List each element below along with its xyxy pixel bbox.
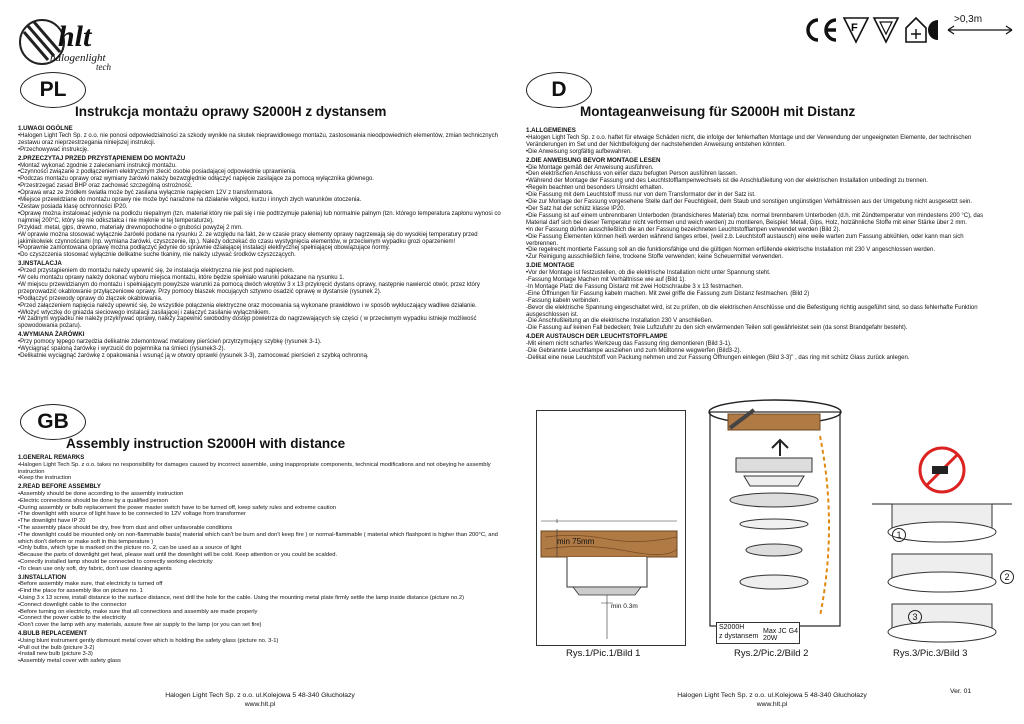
section-line: •Electric connections should be done by a qualified person (18, 497, 168, 504)
section-line: •Den elektrischen Anschluss von einer dazu befugten Person ausführen lassen. (526, 171, 738, 178)
section-line: •The downlight have IP 20 (18, 518, 86, 525)
footer-right-line2: www.hlt.pl (756, 700, 788, 708)
section-line: Przykład: metal, gips, drewno, materiały drewnopochodne o grubości powyżej 2 mm. (18, 224, 243, 231)
section-line: •Przestrzegać zasad BHP oraz zachować szczególną ostrożność. (18, 183, 193, 190)
section-line: -Bevor die elektrische Spannung eingeschaltet wird, ist zu prüfen, ob die elektrischen Anschlüsse und die Befestigung richtig ausgeführt sind, so dass fehlerhafte Funktion ausgeschlossen ist. (526, 304, 978, 318)
section-line: •Delikatnie wyciągnąć żarówkę z opakowania i wsunąć ją w otwory oprawki (rysunek 3-3), zamocować pierścień z szybką ochronną. (18, 353, 369, 359)
section-line: •W celu montażu oprawy należy dokonać wyboru miejsca montażu, które będzie spełniało warunki pokazane na rysunku 1. (18, 275, 345, 282)
section-line: •Die zur Montage der Fassung vorgesehene Stelle darf der Feuchtigkeit, dem Staub und sonstigen ungünstigen Verhältnissen aus der Umgebung nicht ausgesetzt sein. (526, 199, 973, 206)
section-heading: 1.GENERAL REMARKS (18, 455, 85, 461)
ce-mark-icon (808, 20, 836, 40)
section-line: •In der Fassung dürfen ausschließlich die an der Fassung bezeichneten Leuchtstofflampen verwendet werden (Bild 2). (526, 226, 841, 233)
section-line: •Oprawa wraz ze źródłem światła może być zasilana wyłącznie napięciem 12V z transformatora. (18, 190, 274, 197)
section-line: •Podczas montażu oprawy oraz wymiany żarówki należy bezwzględnie odłączyć napięcie zasilające za pomocą wyłącznika głównego. (18, 176, 374, 183)
section-line: -Die Anschlußleitung an die elektrische Installation 230 V anschließen. (526, 318, 713, 325)
fig1-min-top: min 75mm (557, 537, 595, 546)
fig2-label-box (716, 622, 800, 644)
section-line: •To clean use only soft, dry fabric, don't use cleaning agents (18, 565, 172, 572)
section-line: •Przechowywać instrukcję. (18, 146, 89, 153)
section-line: •Install new bulb (picture 3-3) (18, 651, 93, 658)
fig3-step2: 2 (1000, 570, 1014, 584)
section-line: •Włożyć wtyczkę do gniazda sieciowego instalacji zasilającej i załączyć zasilanie wyłącznikiem. (18, 309, 271, 316)
section-line: •Przy pomocy tępego narzędzia delikatnie zdemontować metalowy pierścień przytrzymujący szybkę (rysunek 3-1). (18, 339, 322, 346)
section-line: •Halogen Light Tech Sp. z o.o. haftet für etwaige Schäden nicht, die infolge der fehlerhaften Montage und der Verwendung der ungeeigneten Elemente, der technischen Veränderungen im Set und der Nichtbefolgung der nachstehenden Anweisung entstehen könnten. (526, 134, 972, 148)
hlt-logo (14, 12, 134, 72)
fig2-lamp: Max JC G4 20W (763, 628, 799, 642)
pl-text (18, 124, 502, 360)
section-line: •Regeln beachten und besonders Umsicht erhalten. (526, 185, 664, 192)
section-line: •Wyciągnąć spaloną żarówkę i wyrzucić do pojemnika na śmieci (rysunek3-2). (18, 346, 226, 353)
section-line: •Die Fassung mit dem Leuchtstoff muss nur von dem Transformator der in der Satz ist. (526, 192, 756, 199)
fig3-caption: Rys.3/Pic.3/Bild 3 (893, 648, 968, 659)
section-line: •Correctly installed lamp should be connected to correctly working electricity (18, 558, 213, 565)
fig1-caption: Rys.1/Pic.1/Bild 1 (566, 648, 641, 659)
section-line: •Keep the instruction (18, 475, 72, 482)
fig1-min-side: min 0.3m (611, 603, 638, 610)
section-line: •Die regelrecht montierte Fassung soll an die funktionsfähige und die gültigen Normen erfüllende elektrische Installation mit 230 V angeschlossen werden. (526, 247, 936, 254)
footer-left-line2: www.hlt.pl (244, 700, 276, 708)
section-line: •Before assembly make sure, that electricity is turned off (18, 581, 163, 588)
section-line: •Pull out the bulb (picture 3-2) (18, 644, 95, 651)
lang-badge-pl: PL (20, 72, 86, 108)
section-line: •Halogen Light Tech Sp. z o.o. takes no responsibility for damages caused by incorrect assemble, using inappropriate components, technical modifications and not obeying he assembly instruction (18, 461, 491, 475)
section-heading: 3.INSTALLATION (18, 574, 67, 581)
section-line: •Czynności związane z podłączeniem elektrycznym zlecić osobie posiadającej odpowiednie uprawnienia. (18, 169, 297, 176)
section-line: •Während der Montage der Fassung und des Leuchtstofflampenwechsels ist die Anschlußleitung von der elektrischen Installation unbedingt zu trennen. (526, 178, 928, 185)
section-line: •Halogen Light Tech Sp. z o.o. nie ponosi odpowiedzialności za szkody wynikłe na skutek nieprawidłowego montażu, zastosowania nieodpowiednich elementów, zmian technicznych zestawu oraz nieprzestrzegania niniejszej instrukcji. (18, 132, 498, 146)
section-heading: 2.READ BEFORE ASSEMBLY (18, 484, 101, 491)
section-line: •The assembly place should be dry, free from dust and other unfavorable conditions (18, 524, 233, 531)
figure-2-drawing-icon (700, 396, 850, 646)
section-line: •Oprawę można instalować jedynie na podłożu niepalnym (tzn. materiał który nie pali się i nie podtrzymuje palenia) lub normalnie palnym (tzn. którego temperatura zapłonu wynosi co najmniej 200°C, który się nie odkształca i nie mięknie w tej temperaturze). (18, 210, 501, 224)
lang-badge-de: D (526, 72, 592, 108)
section-line: -Die Fassung auf keinen Fall bedecken; freie Luftzufuhr zu den sich erwärmenden Teilen soll gewährleistet sein (da sonst Brandgefahr besteht). (526, 325, 908, 332)
section-line: •W żadnym wypadku nie należy przykrywać oprawy, należy zapewnić swobodny dostęp powietrza do nagrzewających się części ( w przeciwnym wypadku istnieje możliwość spowodowania pożaru). (18, 316, 477, 330)
section-line: •Der Satz hat der schütz klasse IP20. (526, 205, 626, 212)
section-line: •Connect the power cable to the electricity (18, 615, 127, 622)
section-heading: 2.DIE ANWEISUNG BEVOR MONTAGE LESEN (526, 156, 661, 164)
section-line: •The downlight with source of light have to be connected to 12V voltage from transformer (18, 511, 246, 518)
section-line: •Zestaw posiada klasę ochronności IP20. (18, 203, 128, 210)
lang-badge-gb: GB (20, 404, 86, 440)
footer-left (130, 692, 390, 709)
section-heading: 4.WYMIANA ŻARÓWKI (18, 331, 85, 339)
section-line: •Podłączyć przewody oprawy do złączek okablowania. (18, 295, 163, 302)
fig2-label1: S2000H (719, 624, 745, 631)
figure-3-drawing-icon (862, 444, 1012, 644)
section-line: •Using blunt instrument gently dismount metal cover which is holding the safety glass (picture no. 3-1) (18, 637, 279, 644)
section-line: •W oprawie można stosować wyłącznie żarówki podane na rysunku 2. ze względu na fakt, że w czasie pracy elementy oprawy nagrzewają się do wysokiej temperatury przed jakimikolwiek czynnościami (np. wymiana żarówki, czyszczenie, itp.). Należy odczekać do czasu wystygnięcia elementów, w przeciwnym wypadku grozi oparzeniem! (18, 231, 478, 245)
gb-title: Assembly instruction S2000H with distance (66, 436, 346, 451)
logo-brand: hlt (58, 20, 92, 53)
certification-icons (804, 14, 1018, 46)
no-touch-hot-icon (920, 448, 964, 492)
section-line: •Using 3 x 13 screw, install distance to the surface distance, next drill the hole for the cable. Using the mounting metal plate firmly settle the lamp inside distance (picture no.2) (18, 594, 465, 601)
section-heading: 3.INSTALACJA (18, 260, 62, 268)
section-heading: 2.PRZECZYTAJ PRZED PRZYSTĄPIENIEM DO MONTAŻU (18, 154, 186, 162)
section-line: •During assembly or bulb replacement the power master switch have to be turned off, keep safety rules and extreme caution (18, 504, 337, 511)
figure-1 (536, 410, 686, 646)
section-line: •Find the place for assembly like on picture no. 1 (18, 588, 143, 595)
figure-3 (862, 444, 1012, 644)
section-line: •Assembly metal cover with safety glass (18, 658, 121, 665)
section-line: •Do czyszczenia stosować wyłącznie delikatne suche tkaniny, nie należy używać środków czyszczących. (18, 252, 296, 259)
section-line: •Only bulbs, which type is marked on the picture no. 2, can be used as a source of light (18, 545, 242, 552)
section-line: •Miejsce przewidziane do montażu oprawy nie może być narażone na działanie wilgoci, kurzu i innych złych warunków otoczenia. (18, 197, 362, 204)
section-line: -Delikat eine neue Leuchtstoff von Packung nehmen und zur Fassung Öffnungen einlegen (Bild 3-3)" , das ring mit schütz Glass zurück anlegen. (526, 355, 910, 361)
section-line: •Before turning on electricity, make sure that all connections and assembly are made properly (18, 608, 258, 615)
f-mark-icon (844, 18, 868, 42)
section-heading: 4.BULB REPLACEMENT (18, 630, 88, 637)
section-line: •Przed załączeniem napięcia należy upewnić się, że wszystkie połączenia elektryczne oraz mocowania są wykonane prawidłowo i w sposób wykluczający wadliwe działanie. (18, 302, 477, 309)
section-line: -Fassung Montage Machen mit Verhältnisse wie auf (Bild 1). (526, 277, 687, 284)
section-heading: 4.DER AUSTAUSCH DER LEUCHTSTOFFLAMPE (526, 333, 668, 341)
section-line: •The downlight could be mounted only on non-flammable basis( material which can't be burn and don't keep fire ) or normal-flammable ( material which flashpoint is higher than 200°C, and which don't deform or make soft in this temperature ) (18, 531, 498, 545)
footer-left-line1: Halogen Light Tech Sp. z o.o. ul.Kolejowa 5 48-340 Głuchołazy (165, 692, 355, 699)
de-title: Montageanweisung für S2000H mit Distanz (580, 104, 856, 119)
section-line: •Assembly should be done according to the assembly instruction (18, 490, 184, 497)
section-line: -Eine Öffnungen für Fassung kabeln machen. Mit zwei griffe die Fassung zum Distanz festmachen. (Bild 2) (526, 290, 810, 297)
fig3-step1: 1 (892, 528, 906, 542)
section-line: •Don't cover the lamp with any materials, assure free air supply to the lamp (or you can set fire) (18, 622, 262, 629)
section-line: •Die Fassung Elementen können heiß werden während langes erbei, (weil z.b. Leuchtstoff austausch) eine weile warten zum Fassung abkühlen, oder kann man sich verbrennen. (526, 233, 964, 247)
footer-right (642, 692, 902, 709)
gb-text (18, 453, 502, 665)
logo-sub: halogenlight (50, 52, 106, 64)
fig2-caption: Rys.2/Pic.2/Bild 2 (734, 648, 809, 659)
section-line: •Because the parts of downlight get heat, please wait until the downlight will be cold. Keep attention or you could be scalded. (18, 552, 338, 559)
fig3-step3: 3 (908, 610, 922, 624)
fig2-label2: z dystansem (719, 633, 759, 640)
class-ii-icon (874, 18, 898, 42)
section-line: -Mit einem nicht scharfes Werkzeug das Fassung ring demontieren (Bild 3-1). (526, 341, 732, 348)
section-line: •Die Montage gemäß der Anweisung ausführen. (526, 164, 654, 171)
section-line: -Die Gebrannte Leuchtlampe ausziehen und zum Mülltonne wegwerfen (Bild3-2). (526, 348, 742, 355)
logo-sub2: tech (96, 62, 111, 72)
section-line: •Przed przystąpieniem do montażu należy upewnić się, że instalacja elektryczna nie jest pod napięciem. (18, 268, 295, 275)
de-text (526, 126, 984, 362)
section-line: •Poprawnie zamontowana oprawę można podłączyć jedynie do sprawnie działającej instalacji elektrycznej spełniającej obowiązujące normy. (18, 245, 390, 252)
section-heading: 1.UWAGI OGÓLNE (18, 125, 73, 132)
distance-label: >0,3m (954, 14, 983, 25)
section-line: -In Montage Platz die Fassung Distanz mit zwei Holzschraube 3 x 13 festmachen. (526, 283, 744, 290)
footer-right-line1: Halogen Light Tech Sp. z o.o. ul.Kolejowa 5 48-340 Głuchołazy (677, 692, 867, 699)
section-line: -Fassung kabeln verbinden. (526, 297, 601, 304)
section-line: •Die Anweisung sorgfältig aufbewahren. (526, 148, 632, 155)
section-line: •Montaż wykonać zgodnie z zaleceniami instrukcji montażu. (18, 162, 177, 169)
section-line: •W miejscu przewidzianym do montażu i spełniającym powyższe warunki za pomocą dwóch wkrętów 3 x 13 przykręcić dystans oprawy, następnie nawiercić otwór, przez który przeprowadzić okablowanie przyłączeniowe oprawy. Przy pomocy blaszek mocujących sztywno osadzić oprawę w dystansie (rysunek 2). (18, 281, 480, 295)
section-line: •Die Fassung ist auf einem unbrennbaren Unterboden (brandsicheres Material) bzw. normal brennbarem Unterboden (d.h. mit Zündtemperatur von mindestens 200 °C), das Material darf sich bei dieser Temperatur nicht verformen und weich werden) zu montieren, Beispiel: Metall, Gips, Holz, holzähnliche Stoffe mit einer Stärke über 2 mm. (526, 212, 984, 226)
section-line: •Vor der Montage ist festzustellen, ob die elektrische Installation nicht unter Spannung steht. (526, 270, 771, 277)
pl-title: Instrukcja montażu oprawy S2000H z dystansem (75, 104, 387, 119)
section-line: •Connect downlight cable to the connector (18, 601, 127, 608)
indoor-icon (906, 18, 926, 42)
version-label: Ver. 01 (950, 688, 972, 695)
section-heading: 1.ALLGEMEINES (526, 127, 576, 134)
svg-text:F: F (851, 22, 858, 34)
section-line: •Zur Reinigung ausschließlich feine, trockene Stoffe verwenden; keine Scheuermittel verwenden. (526, 254, 784, 261)
section-heading: 3.DIE MONTAGE (526, 262, 575, 270)
figure-2 (700, 396, 850, 646)
